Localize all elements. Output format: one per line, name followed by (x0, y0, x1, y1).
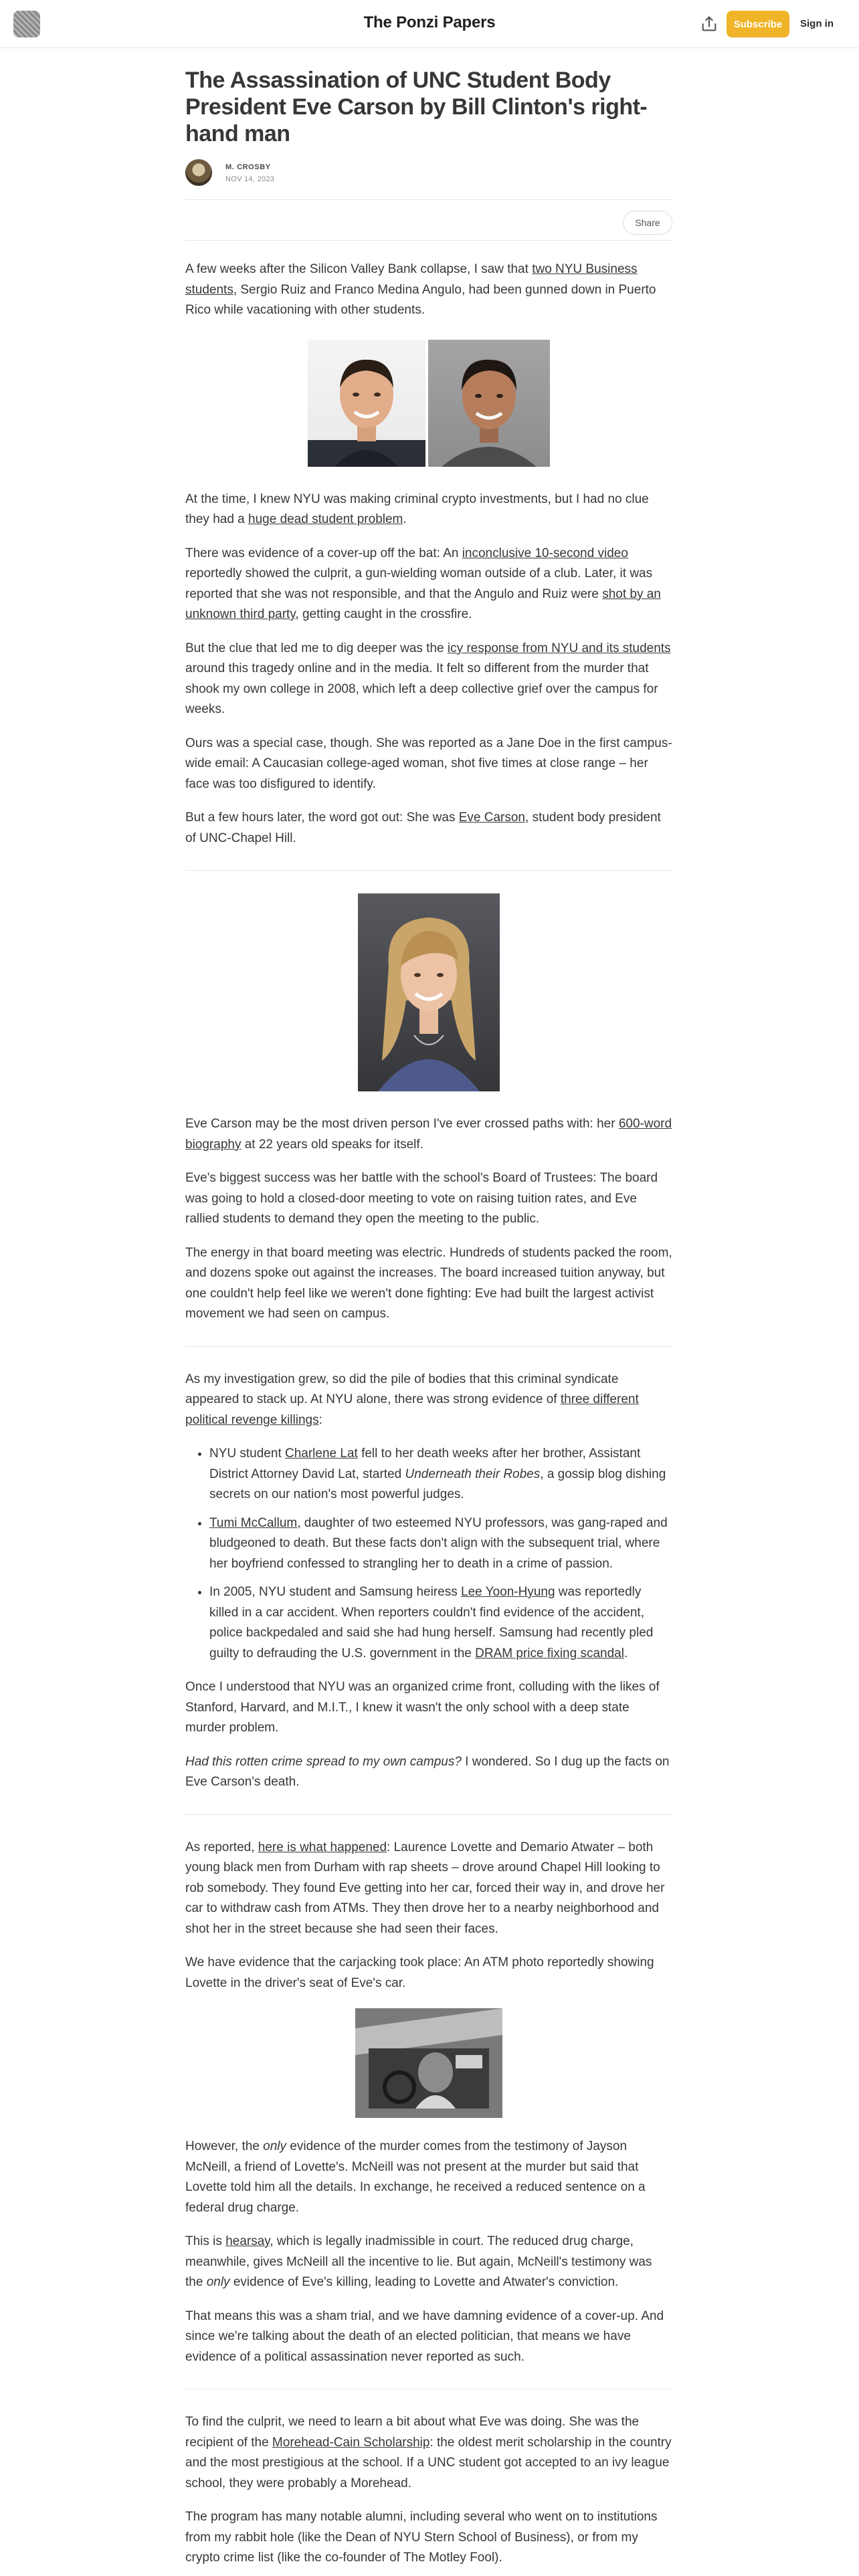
share-icon[interactable] (700, 15, 719, 33)
paragraph: But a few hours later, the word got out: She was Eve Carson, student body president of UNC-Chapel Hill. (185, 811, 661, 845)
divider (185, 240, 672, 241)
link-third-party[interactable]: shot by an unknown third party (185, 586, 661, 621)
section-divider (185, 1814, 672, 1815)
author-name[interactable]: M. CROSBY (225, 163, 271, 171)
paragraph: To find the culprit, we need to learn a bit about what Eve was doing. She was the recipient of the Morehead-Cain Scholarship: the oldest merit scholarship in the country and the most prestigious at the school. If a UNC student got accepted to an ivy league school, they were probably a Morehead. (185, 2415, 672, 2490)
byline (185, 156, 672, 189)
list-item: • Tumi McCallum, daughter of two esteemed NYU professors, was gang-raped and bludgeoned to death. But these facts don't align with the subsequent trial, where her boyfriend confessed to strangling her to death in a crime of passion. (209, 1513, 672, 1575)
link-icy-response[interactable]: icy response from NYU and its students (447, 641, 671, 655)
paragraph: Eve Carson may be the most driven person I've ever crossed paths with: her 600-word biography at 22 years old speaks for itself. (185, 1117, 672, 1152)
link-charlene-lat[interactable]: Charlene Lat (285, 1446, 358, 1461)
publication-title[interactable]: The Ponzi Papers (363, 13, 496, 31)
post-date: NOV 14, 2023 (225, 175, 275, 183)
link-eve-carson[interactable]: Eve Carson (458, 811, 526, 825)
paragraph: We have evidence that the carjacking took place: An ATM photo reportedly showing Lovette in the driver's seat of Eve's car. (185, 1955, 654, 1990)
link-dead-student-problem[interactable]: huge dead student problem (248, 512, 403, 526)
article (185, 67, 672, 2576)
paragraph: However, the only evidence of the murder comes from the testimony of Jayson McNeill, a friend of Lovette's. McNeill was not present at the murder but said that Lovette told him all the details. In exchange, he received a reduced sentence on a federal drug charge. (185, 2139, 646, 2215)
section-divider (185, 870, 672, 871)
link-dram-scandal[interactable]: DRAM price fixing scandal (475, 1646, 624, 1660)
paragraph: A few weeks after the Silicon Valley Bank collapse, I saw that two NYU Business students, Sergio Ruiz and Franco Medina Angulo, had been gunned down in Puerto Rico while vacationing with other students. (185, 262, 656, 317)
link-tumi-mccallum[interactable]: Tumi McCallum (209, 1515, 298, 1530)
top-bar (0, 0, 859, 48)
paragraph: Eve's biggest success was her battle with the school's Board of Trustees: The board was going to hold a closed-door meeting to vote on raising tuition rates, and Eve rallied students to demand they open the meeting to the public. (185, 1171, 658, 1226)
share-button[interactable]: Share (623, 211, 672, 235)
author-avatar[interactable] (185, 159, 212, 186)
link-hearsay[interactable]: hearsay (225, 2234, 270, 2248)
link-nyu-students[interactable]: two NYU Business students (185, 262, 638, 297)
link-what-happened[interactable]: here is what happened (258, 1840, 387, 1854)
link-lee-yoon-hyung[interactable]: Lee Yoon-Hyung (461, 1585, 555, 1599)
post-title: The Assassination of UNC Student Body President Eve Carson by Bill Clinton's right-hand man (185, 68, 648, 146)
paragraph: This is hearsay, which is legally inadmissible in court. The reduced drug charge, meanwhile, gives McNeill all the incentive to lie. But again, McNeill's testimony was the only evidence of Eve's killing, leading to Lovette and Atwater's conviction. (185, 2234, 652, 2289)
paragraph: There was evidence of a cover-up off the bat: An inconclusive 10-second video reportedly showed the culprit, a gun-wielding woman outside of a club. Later, it was reported that she was not responsible, and that the Angulo and Ruiz were shot by an unknown third party, getting caught in the crossfire. (185, 546, 661, 621)
paragraph: At the time, I knew NYU was making criminal crypto investments, but I had no clue they had a huge dead student problem. (185, 492, 649, 526)
paragraph: As reported, here is what happened: Laurence Lovette and Demario Atwater – both young black men from Durham with rap sheets – drove around Chapel Hill looking to rob somebody. They found Eve getting into her car, forced their way in, and drove her car to withdraw cash from ATMs. They then drove her to a nearby neighborhood and shot her in the street because she had seen their faces. (185, 1840, 665, 1936)
paragraph: That means this was a sham trial, and we have damning evidence of a cover-up. And since we're talking about the death of an elected politician, that means we have evidence of a political assassination never reported as such. (185, 2309, 664, 2364)
post-body (185, 259, 672, 2569)
link-revenge-killings[interactable]: three different political revenge killings (185, 1392, 639, 1427)
figure-eve-carson (185, 893, 672, 1091)
sign-in-link[interactable]: Sign in (800, 18, 834, 29)
subscribe-button[interactable]: Subscribe (727, 11, 789, 37)
figure-victims (185, 340, 672, 467)
photo-eve-carson[interactable] (358, 893, 500, 1091)
paragraph: The program has many notable alumni, including several who went on to institutions from my rabbit hole (like the Dean of NYU Stern School of Business), or from my crypto crime list (like the co-founder of The Motley Fool). (185, 2510, 658, 2565)
share-row (185, 211, 672, 237)
publication-logo-icon[interactable] (13, 11, 40, 37)
paragraph: As my investigation grew, so did the pile of bodies that this criminal syndicate appeared to stack up. At NYU alone, there was strong evidence of three different political revenge killings: (185, 1372, 639, 1427)
link-inconclusive-video[interactable]: inconclusive 10-second video (462, 546, 628, 560)
victims-list (185, 1444, 672, 1664)
paragraph: Once I understood that NYU was an organized crime front, colluding with the likes of Stanford, Harvard, and M.I.T., I knew it wasn't the only school with a deep state murder problem. (185, 1680, 660, 1735)
link-morehead-cain[interactable]: Morehead-Cain Scholarship (272, 2435, 430, 2450)
photo-sergio-ruiz[interactable] (308, 340, 425, 467)
list-item: • In 2005, NYU student and Samsung heiress Lee Yoon-Hyung was reportedly killed in a car accident. When reporters couldn't find evidence of the accident, police backpedaled and said she had hung herself. Samsung had recently pled guilty to defrauding the U.S. government in the DRAM price fixing scandal. (209, 1582, 672, 1664)
paragraph: Ours was a special case, though. She was reported as a Jane Doe in the first campus-wide email: A Caucasian college-aged woman, shot five times at close range – her face was too disfigured to identify. (185, 736, 672, 791)
figure-atm (185, 2008, 672, 2118)
list-item: • NYU student Charlene Lat fell to her death weeks after her brother, Assistant District Attorney David Lat, started Underneath their Robes, a gossip blog dishing secrets on our nation's most powerful judges. (209, 1444, 672, 1505)
link-biography[interactable]: 600-word biography (185, 1117, 672, 1152)
paragraph: The energy in that board meeting was electric. Hundreds of students packed the room, and dozens spoke out against the increases. The board increased tuition anyway, but one couldn't help feel like we weren't done fighting: Eve had built the largest activist movement we had seen on campus. (185, 1245, 672, 1321)
photo-franco-medina-angulo[interactable] (428, 340, 550, 467)
photo-atm-lovette[interactable] (355, 2008, 502, 2118)
paragraph: Had this rotten crime spread to my own campus? I wondered. So I dug up the facts on Eve Carson's death. (185, 1754, 670, 1789)
section-divider (185, 1346, 672, 1347)
paragraph: But the clue that led me to dig deeper was the icy response from NYU and its students around this tragedy online and in the media. It felt so different from the murder that shook my own college in 2008, which left a deep collective grief over the campus for weeks. (185, 641, 671, 716)
divider (185, 199, 672, 200)
